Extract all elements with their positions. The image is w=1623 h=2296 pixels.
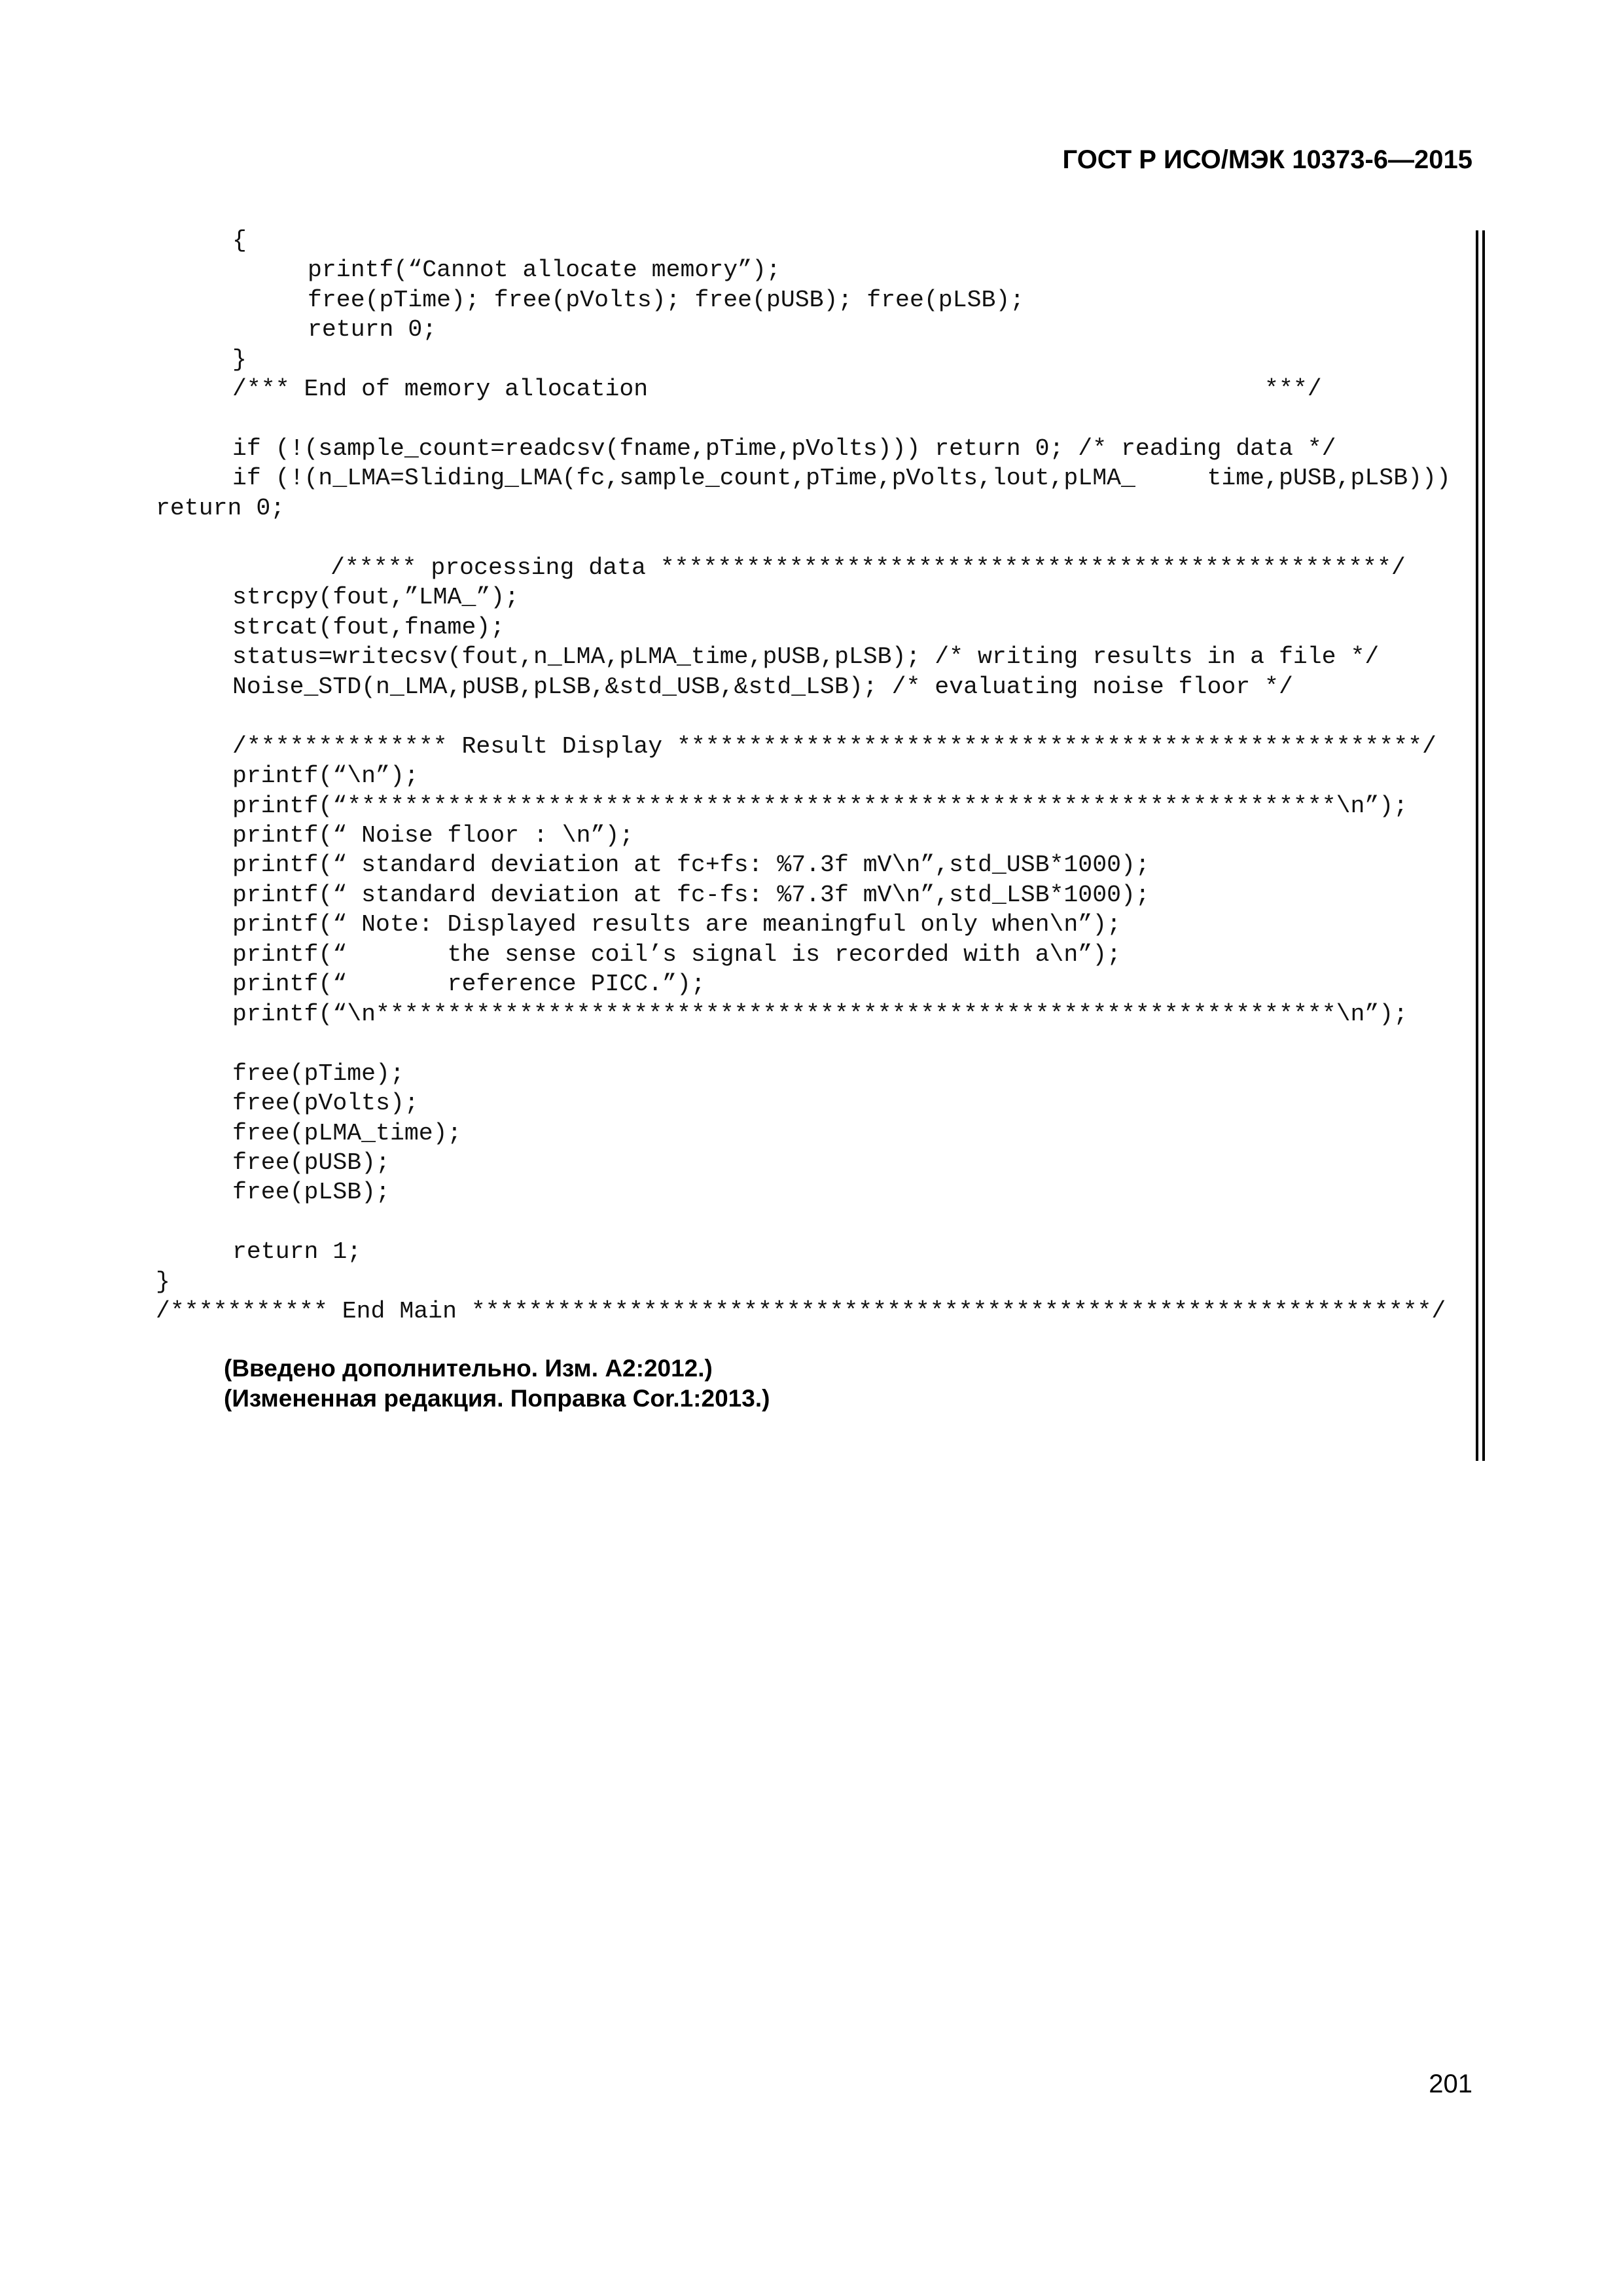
code-line: printf(“ Note: Displayed results are meaningful only when\n”); — [232, 911, 1122, 938]
code-line: free(pLSB); — [232, 1179, 390, 1206]
code-line: printf(“ reference PICC.”); — [232, 971, 705, 997]
code-line: /************** Result Display ****************************************************/ — [232, 733, 1436, 760]
code-line: return 1; — [232, 1238, 362, 1265]
code-line: free(pTime); — [232, 1060, 404, 1087]
code-line: /*** End of memory allocation ***/ — [232, 376, 1322, 403]
code-line: } — [156, 1268, 170, 1295]
code-line: printf(“ standard deviation at fc+fs: %7.3f mV\n”,std_USB*1000); — [232, 852, 1150, 878]
amendment-note: (Введено дополнительно. Изм. А2:2012.) — [224, 1355, 713, 1382]
code-line: printf(“\n”); — [232, 762, 419, 789]
code-line: strcpy(fout,”LMA_”); — [232, 584, 520, 611]
code-line: strcat(fout,fname); — [232, 614, 505, 641]
code-line: /***** processing data ***************************************************/ — [330, 554, 1406, 581]
code-line: { — [232, 227, 247, 254]
code-line: Noise_STD(n_LMA,pUSB,pLSB,&std_USB,&std_LSB); /* evaluating noise floor */ — [232, 673, 1293, 700]
code-line: free(pVolts); — [232, 1090, 419, 1117]
standard-designation: ГОСТ Р ИСО/МЭК 10373-6—2015 — [1062, 145, 1472, 174]
code-line: status=writecsv(fout,n_LMA,pLMA_time,pUSB,pLSB); /* writing results in a file */ — [232, 643, 1380, 670]
code-line: if (!(n_LMA=Sliding_LMA(fc,sample_count,pTime,pVolts,lout,pLMA_ time,pUSB,pLSB))) — [232, 465, 1451, 492]
code-line: } — [232, 346, 247, 373]
code-line: printf(“ Noise floor : \n”); — [232, 822, 634, 849]
code-line: printf(“ standard deviation at fc-fs: %7.3f mV\n”,std_LSB*1000); — [232, 882, 1150, 908]
code-line: /*********** End Main *******************************************************************/ — [156, 1298, 1446, 1325]
page-number: 201 — [1429, 2070, 1472, 2098]
code-line: if (!(sample_count=readcsv(fname,pTime,pVolts))) return 0; /* reading data */ — [232, 435, 1336, 462]
code-line: printf(“\n*******************************************************************\n”); — [232, 1001, 1408, 1028]
code-line: printf(“Cannot allocate memory”); — [308, 257, 781, 283]
code-line: printf(“*********************************************************************\n”); — [232, 793, 1408, 819]
code-line: return 0; — [156, 495, 285, 522]
code-line: return 0; — [308, 316, 437, 343]
correction-note: (Измененная редакция. Поправка Cor.1:2013.) — [224, 1385, 770, 1412]
code-line: free(pTime); free(pVolts); free(pUSB); free(pLSB); — [308, 287, 1025, 314]
code-line: free(pUSB); — [232, 1149, 390, 1176]
code-line: free(pLMA_time); — [232, 1120, 462, 1147]
code-line: printf(“ the sense coil’s signal is recorded with a\n”); — [232, 941, 1122, 968]
